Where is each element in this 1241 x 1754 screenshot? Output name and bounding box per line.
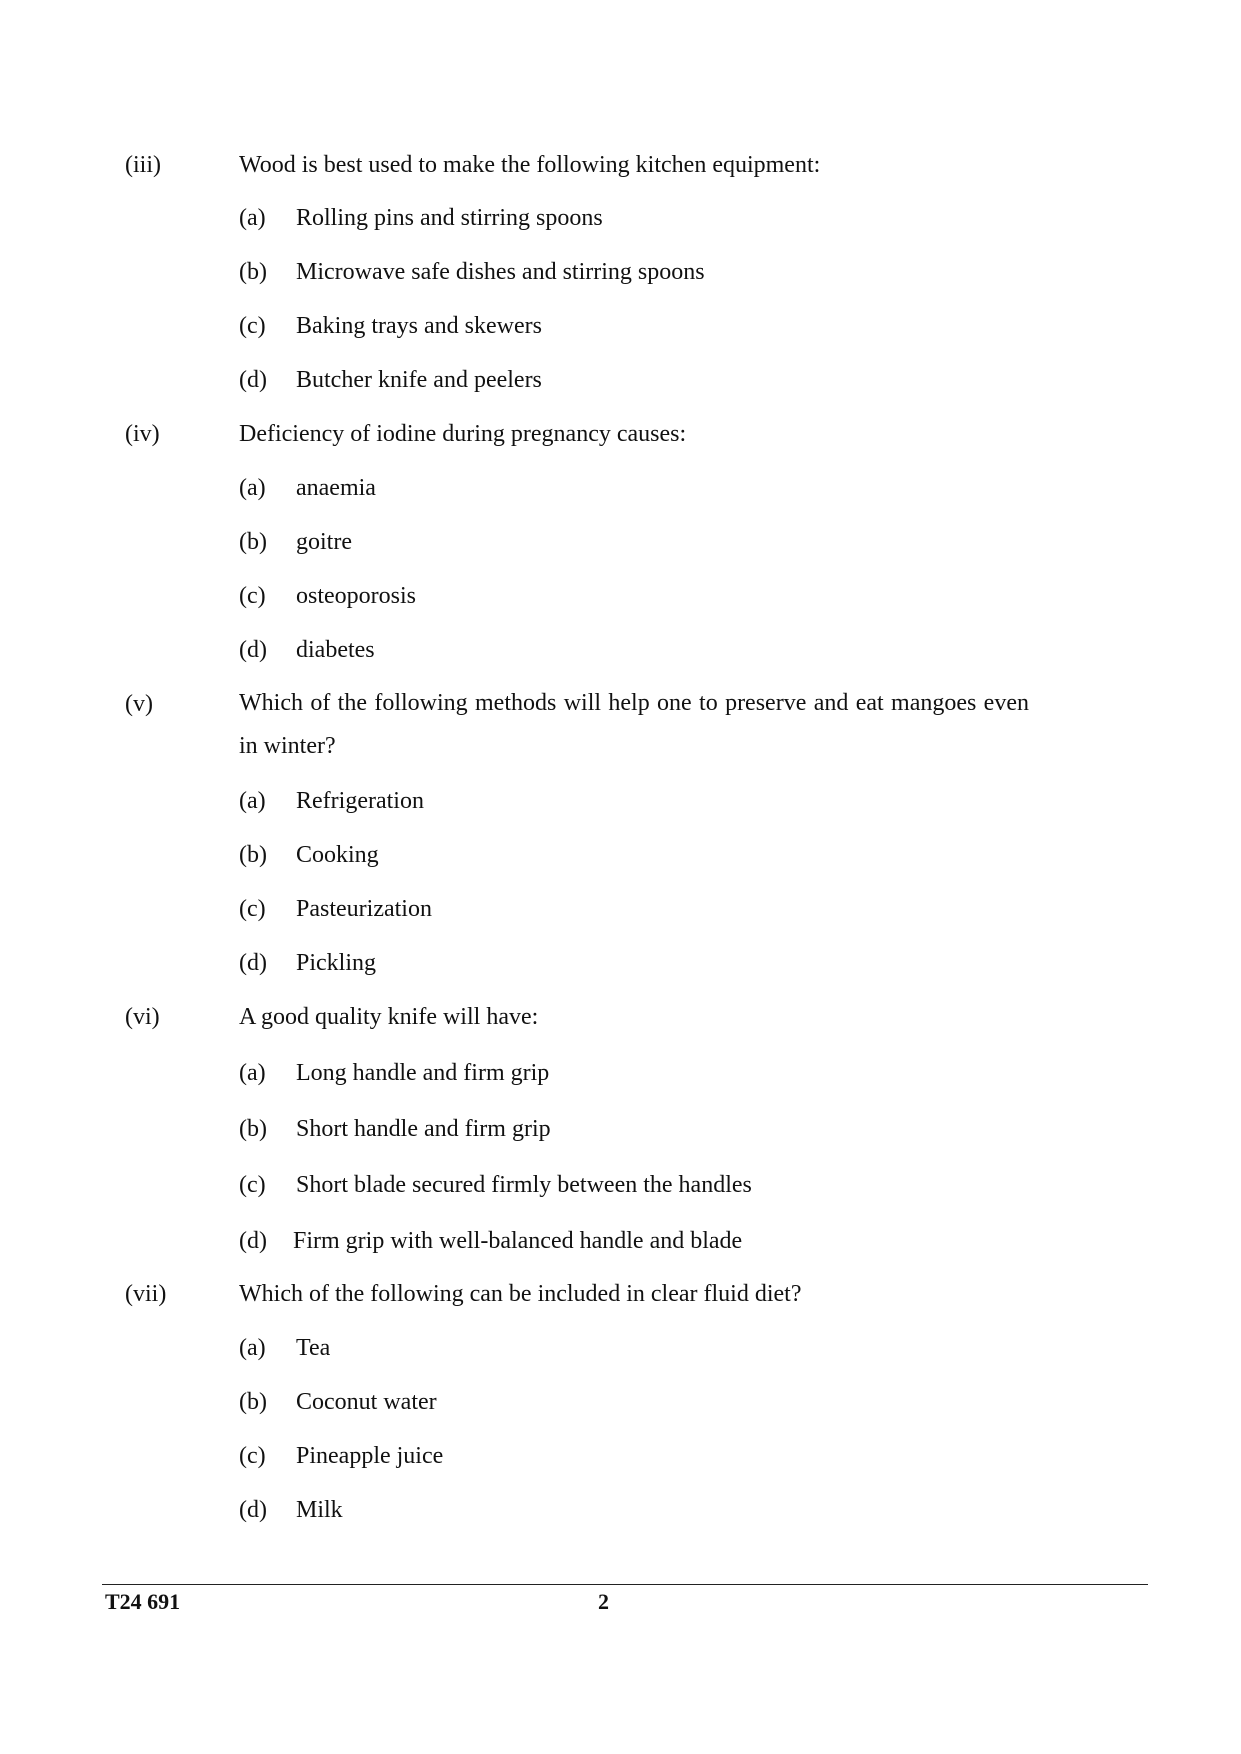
- option-d: [239, 951, 376, 975]
- option-a: [239, 476, 376, 500]
- option-text: anaemia: [296, 475, 376, 501]
- option-text: Long handle and firm grip: [296, 1060, 550, 1086]
- option-label: (c): [239, 583, 266, 609]
- option-text: Microwave safe dishes and stirring spoons: [296, 259, 705, 285]
- option-c: [239, 584, 416, 608]
- option-text: diabetes: [296, 637, 375, 663]
- question-number: (iv): [125, 421, 160, 447]
- option-text: osteoporosis: [296, 583, 416, 609]
- option-text: Pickling: [296, 950, 377, 976]
- option-d: [239, 638, 375, 662]
- option-a: [239, 1336, 330, 1360]
- option-text: Pasteurization: [296, 896, 432, 922]
- option-label: (a): [239, 1335, 266, 1361]
- option-label: (c): [239, 896, 266, 922]
- option-text: Pineapple juice: [296, 1443, 444, 1469]
- option-text: Baking trays and skewers: [296, 313, 542, 339]
- option-c: [239, 1173, 752, 1197]
- paper-code: T24 691: [105, 1589, 181, 1614]
- option-label: (a): [239, 475, 266, 501]
- option-text: Short blade secured firmly between the handles: [296, 1172, 752, 1198]
- question-text: Wood is best used to make the following kitchen equipment:: [239, 152, 821, 178]
- option-text: goitre: [296, 529, 352, 555]
- option-text: Butcher knife and peelers: [296, 367, 542, 393]
- option-text: Coconut water: [296, 1389, 437, 1415]
- option-d: [239, 1498, 343, 1522]
- question-number: (vii): [125, 1281, 167, 1307]
- option-label: (b): [239, 1116, 267, 1142]
- option-c: [239, 314, 542, 338]
- option-b: [239, 1390, 437, 1414]
- option-c: [239, 1444, 443, 1468]
- option-text: Refrigeration: [296, 788, 424, 814]
- option-text: Firm grip with well-balanced handle and blade: [293, 1228, 743, 1254]
- question-number: (v): [125, 691, 153, 717]
- option-b: [239, 530, 352, 554]
- option-label: (a): [239, 788, 266, 814]
- option-text: Rolling pins and stirring spoons: [296, 205, 603, 231]
- option-text: Short handle and firm grip: [296, 1116, 551, 1142]
- option-label: (b): [239, 259, 267, 285]
- option-label: (b): [239, 842, 267, 868]
- option-text: Milk: [296, 1497, 343, 1523]
- option-label: (d): [239, 637, 267, 663]
- option-text: Cooking: [296, 842, 379, 868]
- option-label: (b): [239, 529, 267, 555]
- option-label: (b): [239, 1389, 267, 1415]
- option-b: [239, 843, 379, 867]
- question-text: Deficiency of iodine during pregnancy causes:: [239, 421, 687, 447]
- question-number: (vi): [125, 1004, 160, 1030]
- option-label: (d): [239, 367, 267, 393]
- option-c: [239, 897, 432, 921]
- option-label: (d): [239, 1228, 267, 1254]
- option-label: (c): [239, 1443, 266, 1469]
- question-number: (iii): [125, 152, 161, 178]
- option-b: [239, 1117, 551, 1141]
- option-b: [239, 260, 705, 284]
- option-d: [239, 1229, 742, 1253]
- option-a: [239, 789, 424, 813]
- option-label: (d): [239, 950, 267, 976]
- question-text: Which of the following can be included in clear fluid diet?: [239, 1281, 802, 1307]
- option-label: (a): [239, 205, 266, 231]
- page-number: 2: [598, 1589, 609, 1614]
- option-label: (d): [239, 1497, 267, 1523]
- option-label: (a): [239, 1060, 266, 1086]
- option-label: (c): [239, 313, 266, 339]
- option-text: Tea: [296, 1335, 331, 1361]
- option-label: (c): [239, 1172, 266, 1198]
- question-text: Which of the following methods will help one to preserve and eat mangoes even in winter?: [239, 690, 1029, 759]
- footer-divider: [102, 1584, 1148, 1585]
- question-text: A good quality knife will have:: [239, 1004, 539, 1030]
- option-d: [239, 368, 542, 392]
- option-a: [239, 1061, 549, 1085]
- option-a: [239, 206, 603, 230]
